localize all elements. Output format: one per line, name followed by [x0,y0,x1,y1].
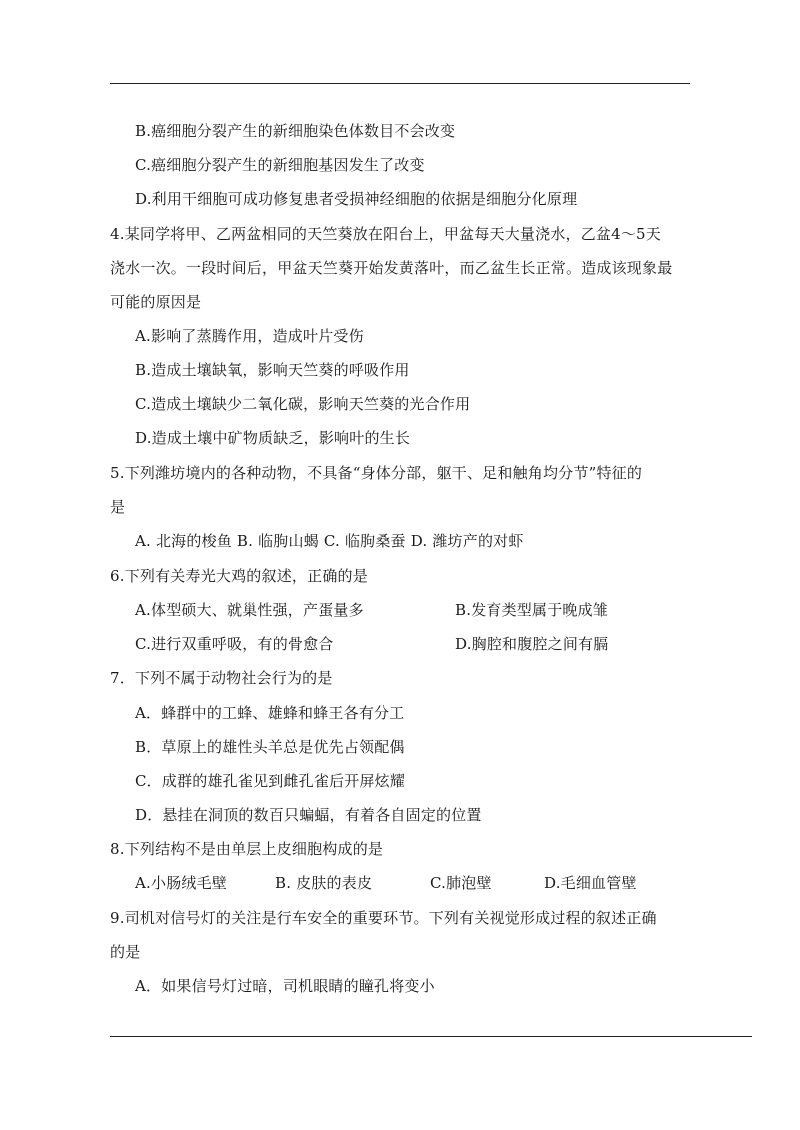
header-rule [110,83,690,84]
q8-option-c: C.肺泡壁 [430,874,492,892]
q7-stem: 7．下列不属于动物社会行为的是 [110,669,333,687]
q4-stem-line-1: 4.某同学将甲、乙两盆相同的天竺葵放在阳台上，甲盆每天大量浇水，乙盆4～5天 [110,225,662,243]
q8-option-a: A.小肠绒毛壁 [135,874,228,892]
q4-option-b: B.造成土壤缺氧，影响天竺葵的呼吸作用 [135,361,410,379]
q4-stem-line-3: 可能的原因是 [110,293,202,311]
q8-option-d: D.毛细血管壁 [544,874,637,892]
q7-option-c: C．成群的雄孔雀见到雌孔雀后开屏炫耀 [135,772,406,790]
q4-option-c: C.造成土壤缺少二氧化碳，影响天竺葵的光合作用 [135,395,471,413]
q5-stem-line-1: 5.下列潍坊境内的各种动物，不具备“身体分部，躯干、足和触角均分节”特征的 [110,464,643,482]
footer-rule [110,1036,752,1037]
q6-option-c: C.进行双重呼吸，有的骨愈合 [135,635,334,653]
q4-stem-line-2: 浇水一次。一段时间后，甲盆天竺葵开始发黄落叶，而乙盆生长正常。造成该现象最 [110,259,673,277]
q5-stem-line-2: 是 [110,498,126,516]
q4-option-d: D.造成土壤中矿物质缺乏，影响叶的生长 [135,429,411,447]
q7-option-d: D．悬挂在洞顶的数百只蝙蝠，有着各自固定的位置 [135,806,482,824]
q9-stem-line-1: 9.司机对信号灯的关注是行车安全的重要环节。下列有关视觉形成过程的叙述正确 [110,909,657,927]
q5-options: A. 北海的梭鱼 B. 临朐山蝎 C. 临朐桑蚕 D. 潍坊产的对虾 [135,532,524,550]
q8-option-b: B. 皮肤的表皮 [275,874,373,892]
q8-stem: 8.下列结构不是由单层上皮细胞构成的是 [110,840,384,858]
q6-option-b: B.发育类型属于晚成雏 [455,601,608,619]
q9-option-a: A．如果信号灯过暗，司机眼睛的瞳孔将变小 [135,977,435,995]
q9-stem-line-2: 的是 [110,943,141,961]
q6-stem: 6.下列有关寿光大鸡的叙述，正确的是 [110,567,368,585]
q4-option-a: A.影响了蒸腾作用，造成叶片受伤 [135,327,364,345]
q6-option-d: D.胸腔和腹腔之间有膈 [455,635,609,653]
q6-option-a: A.体型硕大、就巢性强，产蛋量多 [135,601,364,619]
q3-option-d: D.利用干细胞可成功修复患者受损神经细胞的依据是细胞分化原理 [135,190,578,208]
q7-option-b: B．草原上的雄性头羊总是优先占领配偶 [135,738,405,756]
q3-option-b: B.癌细胞分裂产生的新细胞染色体数目不会改变 [135,122,456,140]
q3-option-c: C.癌细胞分裂产生的新细胞基因发生了改变 [135,156,425,174]
q7-option-a: A．蜂群中的工蜂、雄蜂和蜂王各有分工 [135,704,405,722]
